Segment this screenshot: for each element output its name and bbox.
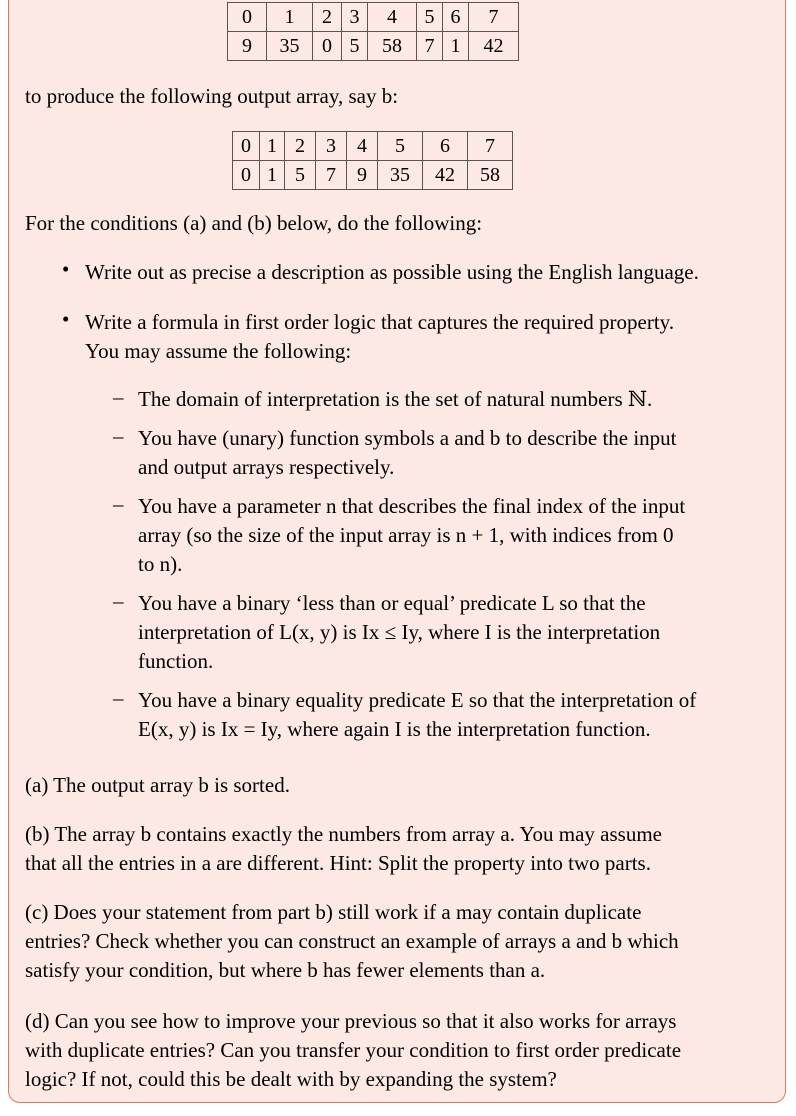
value-cell: 0	[313, 32, 342, 61]
assumption-5-line-1: You have a binary equality predicate E so that the interpretation of	[138, 688, 697, 712]
assumption-3-line-3: to n).	[138, 552, 183, 576]
assumption-4-line-3: function.	[138, 649, 214, 673]
input-array-value-row	[228, 32, 519, 61]
value-cell: 58	[368, 32, 417, 61]
dash-marker: –	[113, 424, 124, 448]
value-cell: 7	[316, 161, 347, 190]
index-cell: 2	[285, 132, 316, 161]
part-b-line-2: that all the entries in a are different. Hint: Split the property into two parts.	[25, 851, 651, 875]
dash-marker: –	[113, 589, 124, 613]
index-cell: 6	[423, 132, 468, 161]
bullet-text-2-cont: You may assume the following:	[85, 339, 352, 363]
value-cell: 1	[443, 32, 469, 61]
value-cell: 1	[260, 161, 285, 190]
part-c-line-1: (c) Does your statement from part b) still work if a may contain duplicate	[25, 900, 642, 924]
assumption-4-line-2: interpretation of L(x, y) is Ix ≤ Iy, where I is the interpretation	[138, 620, 661, 644]
input-array-table	[227, 2, 519, 61]
index-cell: 6	[443, 3, 469, 32]
value-cell: 5	[342, 32, 368, 61]
value-cell: 0	[233, 161, 260, 190]
index-cell: 0	[228, 3, 267, 32]
conditions-intro: For the conditions (a) and (b) below, do the following:	[25, 211, 483, 235]
value-cell: 42	[423, 161, 468, 190]
index-cell: 3	[316, 132, 347, 161]
bullet-dot: •	[62, 257, 70, 281]
index-cell: 2	[313, 3, 342, 32]
part-d-line-1: (d) Can you see how to improve your previous so that it also works for arrays	[25, 1009, 677, 1033]
part-c-line-3: satisfy your condition, but where b has fewer elements than a.	[25, 958, 546, 982]
index-cell: 5	[417, 3, 443, 32]
assumption-2-line-2: and output arrays respectively.	[138, 455, 395, 479]
dash-marker: –	[113, 492, 124, 516]
bullet-text-2: Write a formula in first order logic that captures the required property.	[85, 310, 675, 334]
index-cell: 1	[267, 3, 313, 32]
output-array-value-row	[233, 161, 513, 190]
dash-marker: –	[113, 686, 124, 710]
part-d-line-2: with duplicate entries? Can you transfer your condition to first order predicate	[25, 1038, 682, 1062]
assumption-3-line-2: array (so the size of the input array is n + 1, with indices from 0	[138, 523, 674, 547]
part-a: (a) The output array b is sorted.	[25, 773, 290, 797]
intro-text: to produce the following output array, say b:	[25, 84, 399, 108]
assumption-1-line-1: The domain of interpretation is the set of natural numbers ℕ.	[138, 387, 653, 411]
value-cell: 7	[417, 32, 443, 61]
assumption-3-line-1: You have a parameter n that describes the final index of the input	[138, 494, 686, 518]
index-cell: 1	[260, 132, 285, 161]
index-cell: 7	[469, 3, 519, 32]
output-array-index-row	[233, 132, 513, 161]
value-cell: 42	[469, 32, 519, 61]
value-cell: 5	[285, 161, 316, 190]
assumption-5-line-2: E(x, y) is Ix = Iy, where again I is the interpretation function.	[138, 717, 651, 741]
bullet-dot: •	[62, 307, 70, 331]
index-cell: 0	[233, 132, 260, 161]
part-b-line-1: (b) The array b contains exactly the numbers from array a. You may assume	[25, 822, 663, 846]
bullet-text-1: Write out as precise a description as possible using the English language.	[85, 260, 699, 284]
dash-marker: –	[113, 385, 124, 409]
index-cell: 4	[368, 3, 417, 32]
value-cell: 58	[468, 161, 513, 190]
index-cell: 7	[468, 132, 513, 161]
part-d-line-3: logic? If not, could this be dealt with by expanding the system?	[25, 1067, 557, 1091]
output-array-table	[232, 131, 513, 190]
value-cell: 9	[228, 32, 267, 61]
part-c-line-2: entries? Check whether you can construct an example of arrays a and b which	[25, 929, 679, 953]
value-cell: 35	[267, 32, 313, 61]
value-cell: 35	[378, 161, 423, 190]
assumption-4-line-1: You have a binary ‘less than or equal’ predicate L so that the	[138, 591, 646, 615]
index-cell: 3	[342, 3, 368, 32]
assumption-2-line-1: You have (unary) function symbols a and b to describe the input	[138, 426, 677, 450]
index-cell: 4	[347, 132, 378, 161]
input-array-index-row	[228, 3, 519, 32]
value-cell: 9	[347, 161, 378, 190]
index-cell: 5	[378, 132, 423, 161]
